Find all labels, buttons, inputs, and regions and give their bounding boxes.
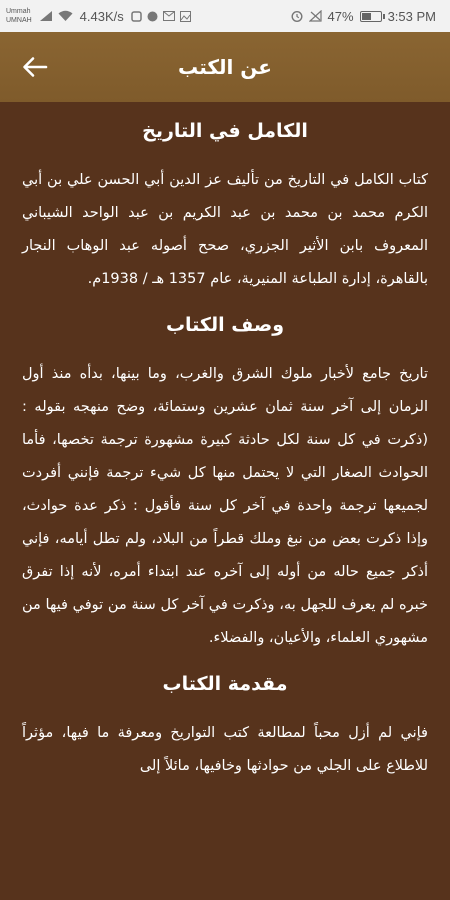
status-bar [0,0,450,32]
signal-icons [39,10,73,22]
no-signal-icon [309,10,322,22]
app-bar [0,32,450,102]
page-title: عن الكتب [178,55,272,79]
alarm-icon [291,10,303,22]
carrier-bottom: UMNAH [6,17,32,24]
section-body-book-name: كتاب الكامل في التاريخ من تأليف عز الدين أبي الحسن علي بن أبي الكرم محمد بن محمد بن عبد الكريم بن عبد الواحد الشيباني المعروف بابن الأثير الجزري، صحح أصوله عبد الوهاب النجار بالقاهرة، إدارة الطباعة المنيرية، عام 1357 هـ / 1938م. [22,172,428,287]
network-speed: 4.43K/s [79,8,124,24]
back-button[interactable] [18,50,52,84]
signal-icon [39,10,53,22]
section-title-description: وصف الكتاب [165,314,285,336]
status-time: 3:53 PM [387,8,436,24]
status-left [6,7,191,25]
battery-icon [360,11,382,22]
carrier-label [6,7,32,25]
battery-percent: 47% [327,8,354,24]
section-body-description: تاريخ جامع لأخبار ملوك الشرق والغرب، وما بينها، بدأه منذ أول الزمان إلى آخر سنة ثمان عشرين وستمائة، وضح منهجه بقوله : (ذكرت في كل سنة لكل حادثة كبيرة مشهورة ترجمة تخصها، فأما الحوادث الصغار التي لا يحتمل منها كل شيء ترجمة فإنني أفردت لجميعها ترجمة واحدة في آخر كل سنة فأقول : ذكر عدة حوادث، وإذا ذكرت بعض من نبغ وملك قطراً من البلاد، ولم تطل أيامه، فإني أذكر جميع حاله من أوله إلى آخره عند ابتداء أمره، لأنه إذا تفرق خبره لم يعرف للجهل به، وذكرت في آخر كل سنة من توفي فيها من مشهوري العلماء، والأعيان، والفضلاء. [22,366,428,646]
carrier-top: Ummah [6,8,31,15]
section-title-introduction: مقدمة الكتاب [162,673,288,695]
section-body-introduction: فإني لم أزل محباً لمطالعة كتب التواريخ ومعرفة ما فيها، مؤثراً للاطلاع على الجلي من حوادثها وخافيها، مائلاً إلى [22,725,428,774]
messenger-icon [147,11,158,22]
battery-fill [362,13,371,20]
notification-icons [131,11,191,22]
mail-icon [163,11,175,21]
section-title-book-name: الكامل في التاريخ [142,120,308,142]
wifi-icon [58,10,73,22]
about-content[interactable] [0,102,450,900]
arrow-left-icon [22,56,48,78]
status-right [291,9,436,24]
notification-icon [131,11,142,22]
gallery-icon [180,11,191,22]
